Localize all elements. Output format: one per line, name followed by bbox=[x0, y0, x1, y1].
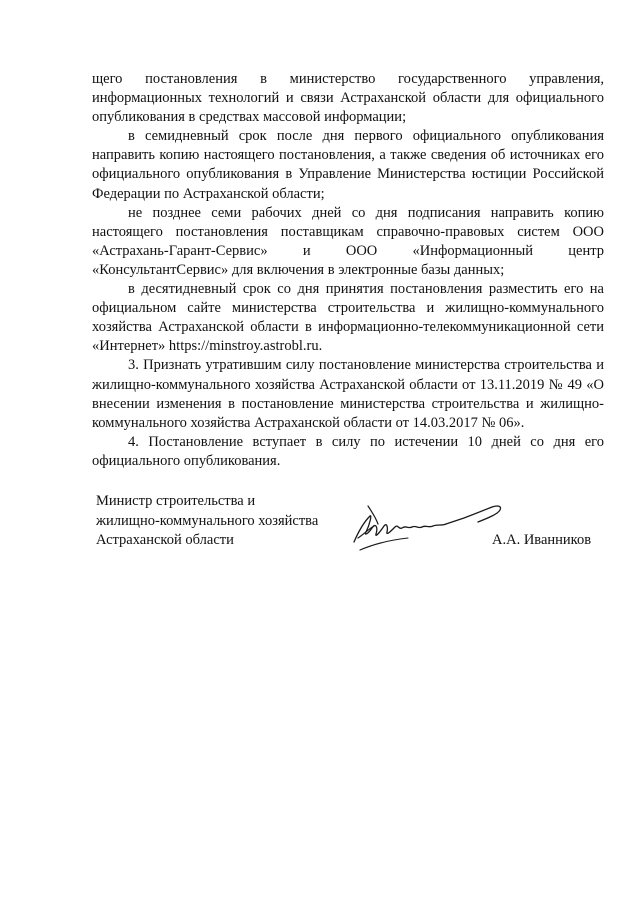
position-line-2: жилищно-коммунального хозяйства bbox=[96, 512, 319, 529]
document-body bbox=[92, 70, 604, 471]
paragraph-website-publication: в десятидневный срок со дня принятия постановления разместить его на официальном сайте министерства строительства и жилищно-коммунального хозяйства Астраханской области в информационно-телекоммуникационной сети «Интернет» https://minstroy.astrobl.ru. bbox=[92, 281, 604, 355]
paragraph-notification-justice: в семидневный срок после дня первого официального опубликования направить копию настоящего постановления, а также сведения об источниках его официального опубликования в Управление Министерства юстиции Российской Федерации по Астраханской области; bbox=[92, 128, 604, 202]
paragraph-continuation: щего постановления в министерство государственного управления, информационных технологий и связи Астраханской области для официального опубликования в средствах массовой информации; bbox=[92, 71, 604, 126]
position-line-3: Астраханской области bbox=[96, 532, 234, 548]
paragraph-legal-systems: не позднее семи рабочих дней со дня подписания направить копию настоящего постановления поставщикам справочно-правовых систем ООО «Астрахань-Гарант-Сервис» и ООО «Информационный центр «КонсультантСервис» для включения в электронные базы данных; bbox=[92, 204, 604, 278]
position-line-1: Министр строительства и bbox=[96, 493, 256, 509]
signatory-position bbox=[96, 492, 346, 551]
handwritten-signature bbox=[350, 498, 510, 554]
paragraph-item-4-effective: 4. Постановление вступает в силу по истечении 10 дней со дня его официального опубликования. bbox=[92, 433, 604, 469]
signer-name: А.А. Иванников bbox=[492, 532, 592, 548]
paragraph-item-3-repeal: 3. Признать утратившим силу постановление министерства строительства и жилищно-коммунального хозяйства Астраханской области от 13.11.2019 № 49 «О внесении изменения в постановление министерства строительства и жилищно-коммунального хозяйства Астраханской области от 14.03.2017 № 06». bbox=[92, 357, 604, 431]
